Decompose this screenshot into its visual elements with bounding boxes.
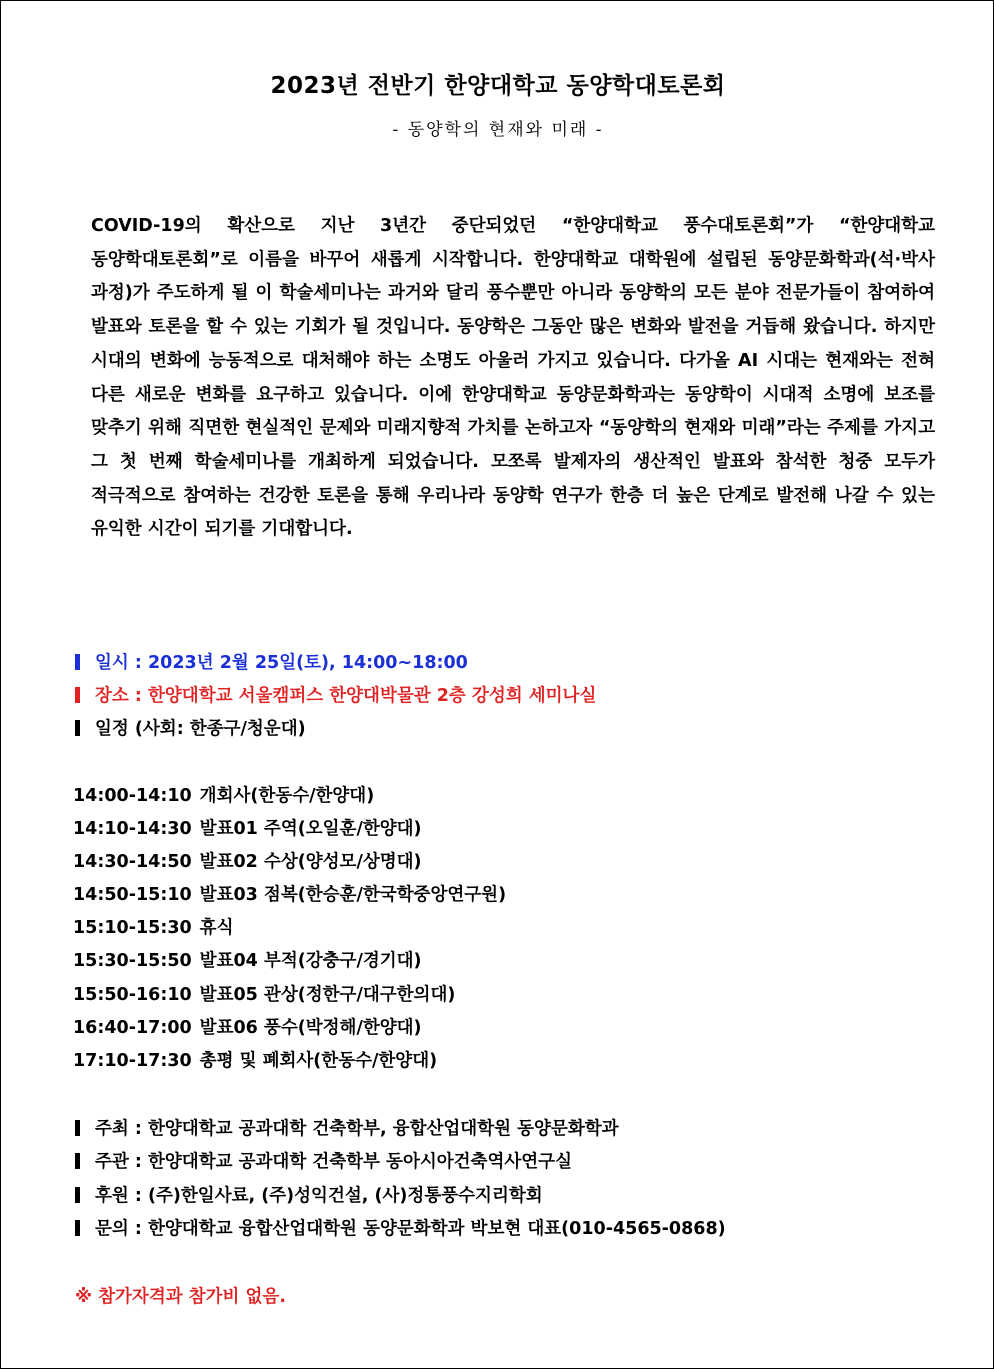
- info-contact: [75, 1215, 726, 1240]
- schedule-time: 14:50-15:10: [73, 885, 192, 905]
- info-sponsor-text: 후원 : (주)한일사료, (주)성익건설, (사)정통풍수지리학회: [95, 1186, 543, 1206]
- bullet-bar-icon: [75, 1153, 80, 1169]
- info-date: [75, 649, 468, 674]
- schedule-row: [73, 782, 374, 807]
- schedule-item: 발표04 부적(강충구/경기대): [199, 951, 422, 971]
- info-host-text: 주최 : 한양대학교 공과대학 건축학부, 융합산업대학원 동양문화학과: [95, 1119, 619, 1139]
- document-subtitle: - 동양학의 현재와 미래 -: [392, 120, 604, 140]
- info-sponsor: [75, 1182, 543, 1207]
- info-organizer: [75, 1148, 572, 1173]
- bullet-bar-icon: [75, 720, 80, 736]
- schedule-item: 총평 및 폐회사(한동수/한양대): [199, 1051, 438, 1071]
- bullet-bar-icon: [75, 654, 80, 670]
- schedule-time: 15:50-16:10: [73, 985, 192, 1005]
- schedule-item: 발표01 주역(오일훈/한양대): [199, 819, 422, 839]
- schedule-time: 14:30-14:50: [73, 852, 192, 872]
- schedule-item: 발표05 관상(정한구/대구한의대): [199, 985, 456, 1005]
- info-place: [75, 682, 596, 707]
- schedule-time: 15:10-15:30: [73, 918, 192, 938]
- info-contact-text: 문의 : 한양대학교 융합산업대학원 동양문화학과 박보현 대표(010-4565-0868): [95, 1219, 726, 1239]
- participation-note: ※ 참가자격과 참가비 없음.: [75, 1287, 286, 1307]
- schedule-row: [73, 815, 422, 840]
- schedule-row: [73, 914, 233, 939]
- bullet-bar-icon: [75, 1187, 80, 1203]
- schedule-item: 개회사(한동수/한양대): [199, 786, 375, 806]
- schedule-item: 발표03 점복(한승훈/한국학중앙연구원): [199, 885, 507, 905]
- bullet-bar-icon: [75, 1120, 80, 1136]
- schedule-time: 15:30-15:50: [73, 951, 192, 971]
- schedule-time: 14:10-14:30: [73, 819, 192, 839]
- info-schedule-text: 일정 (사회: 한종구/청운대): [95, 719, 306, 739]
- schedule-row: [73, 1047, 437, 1072]
- schedule-item: 발표02 수상(양성모/상명대): [199, 852, 422, 872]
- schedule-row: [73, 981, 455, 1006]
- intro-paragraph: COVID-19의 확산으로 지난 3년간 중단되었던 “한양대학교 풍수대토론회”가 “한양대학교 동양학대토론회”로 이름을 바꾸어 새롭게 시작합니다. 한양대학교 대학원에 설립된 동양문화학과(석·박사 과정)가 주도하게 될 이 학술세미나는 과거와 달리 풍수뿐만 아니라 동양학의 모든 분야 전문가들이 참여하여 발표와 토론을 할 수 있는 기회가 될 것입니다. 동양학은 그동안 많은 변화와 발전을 거듭해 왔습니다. 하지만 시대의 변화에 능동적으로 대처해야 하는 소명도 아울러 가지고 있습니다. 다가올 AI 시대는 현재와는 전혀 다른 새로운 변화를 요구하고 있습니다. 이에 한양대학교 동양문화학과는 동양학이 시대적 소명에 보조를 맞추기 위해 직면한 현실적인 문제와 미래지향적 가치를 논하고자 “동양학의 현재와 미래”라는 주제를 가지고 그 첫 번째 학술세미나를 개최하게 되었습니다. 모쪼록 발제자의 생산적인 발표와 참석한 청중 모두가 적극적으로 참여하는 건강한 토론을 통해 우리나라 동양학 연구가 한층 더 높은 단계로 발전해 나갈 수 있는 유익한 시간이 되기를 기대합니다.: [91, 216, 935, 540]
- info-organizer-text: 주관 : 한양대학교 공과대학 건축학부 동아시아건축역사연구실: [95, 1152, 572, 1172]
- info-place-text: 장소 : 한양대학교 서울캠퍼스 한양대박물관 2층 강성희 세미나실: [95, 686, 597, 706]
- schedule-time: 17:10-17:30: [73, 1051, 192, 1071]
- info-date-text: 일시 : 2023년 2월 25일(토), 14:00~18:00: [95, 653, 468, 673]
- info-host: [75, 1115, 619, 1140]
- schedule-item: 발표06 풍수(박정해/한양대): [199, 1018, 422, 1038]
- schedule-row: [73, 947, 422, 972]
- info-schedule-label: [75, 715, 306, 740]
- schedule-item: 휴식: [199, 918, 234, 938]
- schedule-time: 16:40-17:00: [73, 1018, 192, 1038]
- bullet-bar-icon: [75, 1220, 80, 1236]
- schedule-row: [73, 848, 422, 873]
- document-title: 2023년 전반기 한양대학교 동양학대토론회: [270, 73, 726, 99]
- schedule-row: [73, 881, 506, 906]
- schedule-row: [73, 1014, 422, 1039]
- bullet-bar-icon: [75, 687, 80, 703]
- schedule-time: 14:00-14:10: [73, 786, 192, 806]
